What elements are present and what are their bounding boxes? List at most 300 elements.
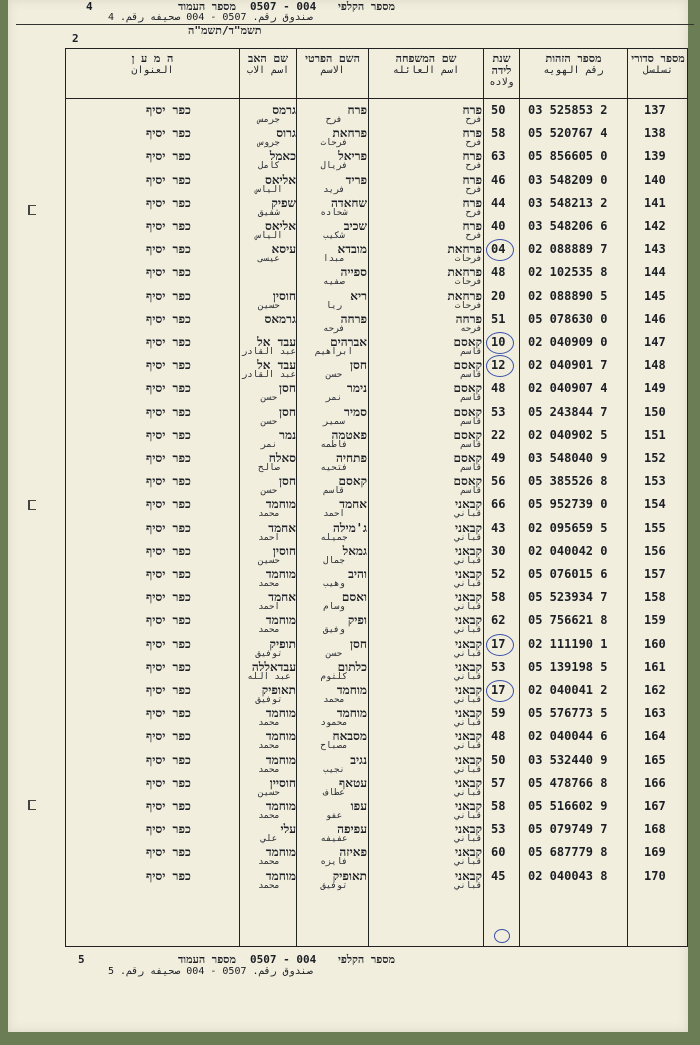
address-cell: כפר יסיף xyxy=(146,195,191,210)
family-name-arabic: قباني xyxy=(454,509,482,520)
serial-cell: 147 xyxy=(644,335,666,349)
birth-year-cell: 57 xyxy=(491,775,506,790)
family-name-arabic: قباني xyxy=(454,857,482,868)
id-cell: 05 079749 7 xyxy=(528,822,608,837)
table-row xyxy=(66,149,687,172)
table-row xyxy=(66,289,687,312)
private-name-arabic: شكيب xyxy=(323,231,345,241)
father-name-cell: עבד אל xyxy=(257,335,296,349)
address-cell: כפר יסיף xyxy=(146,683,191,697)
private-name-cell: עפו xyxy=(350,799,367,813)
father-name-cell: נמר xyxy=(279,427,296,442)
family-name-arabic: قباني xyxy=(454,579,482,589)
serial-cell: 146 xyxy=(644,311,666,326)
father-name-cell: תאופיק xyxy=(261,683,296,697)
private-name-cell: פריד xyxy=(345,172,367,187)
table-row xyxy=(66,497,687,520)
table-row xyxy=(66,219,687,242)
father-name-cell: גרמס xyxy=(272,103,296,117)
table-row xyxy=(66,845,687,868)
id-cell: 02 095659 5 xyxy=(528,520,608,535)
table-row xyxy=(66,567,687,590)
private-name-cell: מובדא xyxy=(337,242,367,257)
address-cell: כפר יסיף xyxy=(146,799,191,813)
birth-year-cell: 58 xyxy=(491,126,506,141)
private-name-cell: נגיב xyxy=(350,752,367,767)
table-row xyxy=(66,196,687,219)
birth-year-cell: 60 xyxy=(491,845,506,860)
binder-mark xyxy=(28,205,36,215)
father-name-cell: חסן xyxy=(279,404,296,419)
serial-cell: 149 xyxy=(644,381,666,396)
id-cell: 05 385526 8 xyxy=(528,474,608,489)
family-name-arabic: قباني xyxy=(454,880,482,891)
address-cell: כפר יסיף xyxy=(146,775,191,790)
family-name-cell: קבאני xyxy=(455,799,482,813)
father-name-arabic: الياس xyxy=(255,231,283,241)
serial-cell: 163 xyxy=(644,706,666,721)
father-name-arabic: علي xyxy=(260,834,278,845)
family-name-cell: פרחאת xyxy=(447,265,482,280)
address-cell: כפר יסיף xyxy=(146,451,191,465)
page-number: 2 xyxy=(72,32,79,45)
family-name-cell: קאסם xyxy=(453,358,482,373)
father-name-cell: מוחמד xyxy=(265,567,296,581)
private-name-arabic: عفو xyxy=(325,811,343,821)
table-row xyxy=(66,706,687,729)
id-cell: 02 040901 7 xyxy=(528,358,608,373)
birth-year-cell: 59 xyxy=(491,706,506,721)
serial-cell: 157 xyxy=(644,567,666,581)
private-name-arabic: حسن xyxy=(325,648,343,659)
family-name-arabic: فرح xyxy=(465,161,482,172)
birth-year-cell: 52 xyxy=(491,567,506,581)
bottom-box-code: 0507 - 004 xyxy=(250,953,317,966)
birth-year-cell: 53 xyxy=(491,404,506,419)
family-name-arabic: قباني xyxy=(454,602,482,613)
private-name-arabic: محمود xyxy=(320,718,348,729)
address-cell: כפר יסיף xyxy=(146,567,191,581)
col-birth-header: שנת לידה ولاده xyxy=(489,52,514,88)
family-name-arabic: قباني xyxy=(454,625,482,636)
private-name-cell: סמיר xyxy=(344,404,367,419)
private-name-cell: פרח xyxy=(347,103,367,117)
father-name-cell: עלי xyxy=(280,822,296,837)
private-name-arabic: مبدا xyxy=(323,254,345,265)
private-name-arabic: فرح xyxy=(325,115,343,125)
father-name-cell: גרמאס xyxy=(264,311,296,326)
father-name-cell: כאמל xyxy=(269,149,296,164)
family-name-arabic: قاسم xyxy=(460,486,482,497)
father-name-arabic: حسن xyxy=(260,486,278,497)
table-row xyxy=(66,103,687,126)
col-private-header: השם הפרטי الاسم xyxy=(305,52,360,76)
serial-cell: 158 xyxy=(644,590,666,605)
father-name-cell: מוחמד xyxy=(265,729,296,744)
serial-cell: 152 xyxy=(644,451,666,465)
family-name-cell: קאסם xyxy=(453,381,482,396)
birth-year-cell: 40 xyxy=(491,219,506,233)
id-cell: 05 520767 4 xyxy=(528,126,608,141)
address-cell: כפר יסיף xyxy=(146,381,191,396)
father-name-cell: מוחמד xyxy=(265,868,296,883)
id-cell: 05 576773 5 xyxy=(528,706,608,721)
top-box-code: 0507 - 004 xyxy=(250,0,317,13)
private-name-cell: פרחה xyxy=(340,311,367,326)
private-name-arabic: فايزه xyxy=(320,857,348,868)
family-name-arabic: قباني xyxy=(454,695,482,705)
private-name-cell: ריא xyxy=(350,288,367,303)
birth-year-cell: 30 xyxy=(491,543,506,558)
table-row xyxy=(66,613,687,636)
private-name-cell: שחאדה xyxy=(331,195,367,210)
address-cell: כפר יסיף xyxy=(146,729,191,744)
serial-cell: 138 xyxy=(644,126,666,141)
father-name-cell: אחמד xyxy=(268,520,296,535)
private-name-arabic: فتحيه xyxy=(320,463,348,473)
family-name-arabic: قاسم xyxy=(460,439,482,450)
top-page-number: 4 xyxy=(86,0,93,13)
address-cell: כפר יסיף xyxy=(146,520,191,535)
table-row xyxy=(66,335,687,358)
birth-year-cell: 20 xyxy=(491,288,506,303)
id-cell: 03 548213 2 xyxy=(528,195,608,210)
father-name-arabic: احمد xyxy=(258,532,280,543)
serial-cell: 148 xyxy=(644,358,666,373)
father-name-arabic: توفيق xyxy=(255,648,283,659)
private-name-arabic: كلثوم xyxy=(320,671,348,682)
birth-year-cell: 50 xyxy=(491,103,506,117)
binder-mark xyxy=(28,800,36,810)
private-name-arabic: عطاف xyxy=(323,787,345,798)
address-cell: כפר יסיף xyxy=(146,590,191,605)
family-name-cell: קאסם xyxy=(453,451,482,465)
birth-year-cell: 48 xyxy=(491,265,506,280)
address-cell: כפר יסיף xyxy=(146,497,191,512)
father-name-cell: עבדאללה xyxy=(251,659,296,674)
family-name-arabic: فرحات xyxy=(454,300,482,311)
birth-year-cell: 56 xyxy=(491,474,506,489)
serial-cell: 151 xyxy=(644,427,666,442)
table-row xyxy=(66,451,687,474)
private-name-cell: פריאל xyxy=(338,149,367,164)
id-cell: 05 523934 7 xyxy=(528,590,608,605)
table-row xyxy=(66,474,687,497)
address-cell: כפר יסיף xyxy=(146,149,191,164)
father-name-arabic: عيسى xyxy=(258,254,280,265)
id-cell: 03 548040 9 xyxy=(528,451,608,465)
birth-year-cell: 58 xyxy=(491,799,506,813)
private-name-arabic: فريد xyxy=(323,184,345,195)
birth-year-circle-mark xyxy=(486,239,514,261)
father-name-cell: חוסין xyxy=(272,288,296,303)
father-name-arabic: حسن xyxy=(260,393,278,404)
private-name-cell: כלתום xyxy=(337,659,367,674)
family-name-cell: קאסם xyxy=(453,427,482,442)
birth-year-circle-mark xyxy=(486,332,514,354)
table-row xyxy=(66,799,687,822)
father-name-cell: מוחמד xyxy=(265,752,296,767)
family-name-cell: פרחה xyxy=(455,311,482,326)
serial-cell: 141 xyxy=(644,195,666,210)
family-name-cell: קבאני xyxy=(455,822,482,837)
father-name-arabic: عبد القادر xyxy=(241,347,296,357)
family-name-arabic: قباني xyxy=(454,532,482,543)
id-cell: 03 548209 0 xyxy=(528,172,608,187)
family-name-arabic: قباني xyxy=(454,671,482,682)
father-name-cell: עבד אל xyxy=(257,358,296,373)
blank-circle-mark xyxy=(494,929,510,943)
address-cell: כפר יסיף xyxy=(146,543,191,558)
top-arabic-line: صندوق رقم. 0507 - 004 صحيفه رقم. 4 xyxy=(108,12,313,23)
father-name-cell: מוחמד xyxy=(265,613,296,628)
family-name-arabic: قباني xyxy=(454,718,482,729)
father-name-arabic: الياس xyxy=(255,184,283,195)
private-name-arabic: نجيب xyxy=(323,764,345,775)
private-name-cell: מסבאח xyxy=(332,729,367,744)
family-name-cell: קבאני xyxy=(455,683,482,697)
voter-table xyxy=(65,48,688,947)
family-name-arabic: قاسم xyxy=(460,393,482,404)
birth-year-circle-mark xyxy=(486,634,514,656)
address-cell: כפר יסיף xyxy=(146,288,191,303)
table-row xyxy=(66,173,687,196)
private-name-arabic: فاطمه xyxy=(320,439,348,450)
father-name-arabic: احمد xyxy=(258,602,280,613)
birth-year-cell: 63 xyxy=(491,149,506,164)
serial-cell: 150 xyxy=(644,404,666,419)
id-cell: 02 040044 6 xyxy=(528,729,608,744)
private-name-arabic: وسام xyxy=(323,602,345,613)
id-cell: 03 532440 9 xyxy=(528,752,608,767)
serial-cell: 170 xyxy=(644,868,666,883)
private-name-cell: עטאף xyxy=(339,775,367,790)
family-name-cell: קבאני xyxy=(455,567,482,581)
father-name-cell: סאלח xyxy=(268,451,296,465)
serial-cell: 162 xyxy=(644,683,666,697)
address-cell: כפר יסיף xyxy=(146,752,191,767)
id-cell: 02 102535 8 xyxy=(528,265,608,280)
family-name-arabic: فرحات xyxy=(454,254,482,265)
serial-cell: 142 xyxy=(644,219,666,233)
father-name-arabic: عبد الله xyxy=(247,671,291,682)
private-name-arabic: ابراهيم xyxy=(315,347,353,357)
table-row xyxy=(66,521,687,544)
father-name-arabic: حسين xyxy=(258,787,280,798)
family-name-cell: קבאני xyxy=(455,752,482,767)
serial-cell: 160 xyxy=(644,636,666,651)
family-name-cell: קבאני xyxy=(455,497,482,512)
private-name-arabic: مصباح xyxy=(320,741,348,752)
father-name-arabic: محمد xyxy=(258,741,280,752)
father-name-arabic: كامل xyxy=(258,161,280,172)
father-name-arabic: محمد xyxy=(258,857,280,868)
serial-cell: 139 xyxy=(644,149,666,164)
family-name-cell: פרח xyxy=(462,172,482,187)
private-name-cell: חסן xyxy=(350,358,367,373)
private-name-arabic: جميله xyxy=(320,532,348,543)
family-name-cell: קאסם xyxy=(453,404,482,419)
family-name-cell: קבאני xyxy=(455,520,482,535)
serial-cell: 166 xyxy=(644,775,666,790)
family-name-cell: פרח xyxy=(462,103,482,117)
table-row xyxy=(66,428,687,451)
family-name-arabic: فرح xyxy=(465,115,482,125)
family-name-arabic: فرح xyxy=(465,184,482,195)
id-cell: 05 756621 8 xyxy=(528,613,608,628)
id-cell: 05 139198 5 xyxy=(528,659,608,674)
family-name-arabic: قباني xyxy=(454,787,482,798)
birth-year-cell: 10 xyxy=(491,335,506,349)
col-id-header: מספר הזהות رقم الهويه xyxy=(543,52,604,76)
table-row xyxy=(66,637,687,660)
father-name-cell: מוחמד xyxy=(265,799,296,813)
private-name-arabic: نمر xyxy=(325,393,343,404)
father-name-arabic: محمد xyxy=(258,625,280,636)
father-name-arabic: جروس xyxy=(258,138,280,149)
ledger-page xyxy=(8,0,688,1032)
family-name-cell: פרחאת xyxy=(447,242,482,257)
family-name-arabic: قاسم xyxy=(460,347,482,357)
serial-cell: 161 xyxy=(644,659,666,674)
family-name-arabic: قباني xyxy=(454,648,482,659)
address-cell: כפר יסיף xyxy=(146,659,191,674)
birth-year-cell: 50 xyxy=(491,752,506,767)
address-cell: כפר יסיף xyxy=(146,613,191,628)
family-name-arabic: فرحه xyxy=(460,323,482,334)
family-name-arabic: فرحات xyxy=(454,277,482,288)
id-cell: 05 076015 6 xyxy=(528,567,608,581)
father-name-cell: שפיק xyxy=(271,195,296,210)
address-cell: כפר יסיף xyxy=(146,219,191,233)
birth-year-circle-mark xyxy=(486,355,514,377)
private-name-arabic: محمد xyxy=(323,695,345,705)
table-row xyxy=(66,312,687,335)
private-name-arabic: توفيق xyxy=(320,880,348,891)
table-row xyxy=(66,822,687,845)
address-cell: כפר יסיף xyxy=(146,868,191,883)
serial-cell: 153 xyxy=(644,474,666,489)
table-row xyxy=(66,590,687,613)
col-serial-header: מספר סדורי تسلسل xyxy=(631,52,685,76)
id-cell: 02 040909 0 xyxy=(528,335,608,349)
family-name-cell: קבאני xyxy=(455,775,482,790)
private-name-arabic: شحاده xyxy=(320,207,348,218)
top-rule xyxy=(16,24,694,25)
birth-year-cell: 66 xyxy=(491,497,506,512)
serial-cell: 168 xyxy=(644,822,666,837)
private-name-cell: מוחמד xyxy=(336,706,367,721)
id-cell: 02 040043 8 xyxy=(528,868,608,883)
family-name-cell: קבאני xyxy=(455,590,482,605)
serial-cell: 164 xyxy=(644,729,666,744)
father-name-cell: אחמד xyxy=(268,590,296,605)
private-name-arabic: احمد xyxy=(323,509,345,520)
father-name-arabic: عبد القادر xyxy=(241,370,296,381)
private-name-arabic: سمير xyxy=(323,416,345,427)
serial-cell: 156 xyxy=(644,543,666,558)
table-row xyxy=(66,683,687,706)
father-name-cell: מוחמד xyxy=(265,497,296,512)
private-name-cell: עפיפה xyxy=(337,822,367,837)
private-name-cell: ספייה xyxy=(340,265,367,280)
private-name-cell: חסן xyxy=(350,636,367,651)
address-cell: כפר יסיף xyxy=(146,103,191,117)
header-rule xyxy=(66,98,687,99)
family-name-cell: קבאני xyxy=(455,613,482,628)
father-name-cell: חסן xyxy=(279,381,296,396)
family-name-arabic: قباني xyxy=(454,811,482,821)
address-cell: כפר יסיף xyxy=(146,427,191,442)
address-cell: כפר יסיף xyxy=(146,172,191,187)
id-cell: 02 088890 5 xyxy=(528,288,608,303)
id-cell: 02 040907 4 xyxy=(528,381,608,396)
binder-mark xyxy=(28,500,36,510)
table-row xyxy=(66,544,687,567)
private-name-cell: אברהים xyxy=(330,335,367,349)
birth-year-cell: 43 xyxy=(491,520,506,535)
private-name-cell: פאטמה xyxy=(331,427,367,442)
id-cell: 05 856605 0 xyxy=(528,149,608,164)
family-name-cell: קבאני xyxy=(455,729,482,744)
table-row xyxy=(66,660,687,683)
father-name-arabic: شفيق xyxy=(258,207,280,218)
id-cell: 05 078630 0 xyxy=(528,311,608,326)
col-father-header: שם האב اسم الاب xyxy=(246,52,290,76)
father-name-cell: חסן xyxy=(279,474,296,489)
father-name-arabic: جرمس xyxy=(258,115,280,125)
id-cell: 02 040902 5 xyxy=(528,427,608,442)
birth-year-cell: 17 xyxy=(491,683,506,697)
family-name-cell: קבאני xyxy=(455,706,482,721)
family-name-cell: פרח xyxy=(462,149,482,164)
address-cell: כפר יסיף xyxy=(146,636,191,651)
birth-year-cell: 49 xyxy=(491,451,506,465)
private-name-cell: פרחאת xyxy=(332,126,367,141)
birth-year-cell: 17 xyxy=(491,636,506,651)
table-row xyxy=(66,242,687,265)
bottom-box-label: מספר הקלפי xyxy=(338,953,396,966)
private-name-arabic: فرحات xyxy=(320,138,348,149)
family-name-arabic: قاسم xyxy=(460,463,482,473)
id-cell: 02 040041 2 xyxy=(528,683,608,697)
birth-year-cell: 62 xyxy=(491,613,506,628)
birth-year-cell: 58 xyxy=(491,590,506,605)
year-label: תשמ"ד/תשמ"ה xyxy=(188,24,262,37)
serial-cell: 169 xyxy=(644,845,666,860)
id-cell: 02 111190 1 xyxy=(528,636,608,651)
serial-cell: 154 xyxy=(644,497,666,512)
address-cell: כפר יסיף xyxy=(146,265,191,280)
private-name-cell: ופיק xyxy=(347,613,367,628)
family-name-arabic: فرح xyxy=(465,231,482,241)
private-name-cell: ג'מילה xyxy=(333,520,367,535)
birth-year-cell: 04 xyxy=(491,242,506,257)
col-family-header: שם המשפחה اسم العائله xyxy=(392,52,460,76)
father-name-arabic: محمد xyxy=(258,811,280,821)
private-name-cell: מוחמד xyxy=(336,683,367,697)
id-cell: 03 525853 2 xyxy=(528,103,608,117)
serial-cell: 140 xyxy=(644,172,666,187)
address-cell: כפר יסיף xyxy=(146,126,191,141)
family-name-cell: פרח xyxy=(462,195,482,210)
private-name-cell: קאסם xyxy=(338,474,367,489)
birth-year-cell: 48 xyxy=(491,381,506,396)
birth-year-cell: 22 xyxy=(491,427,506,442)
private-name-cell: פתחיה xyxy=(336,451,367,465)
family-name-cell: קבאני xyxy=(455,868,482,883)
bottom-arabic-line: صندوق رقم. 0507 - 004 صحيفه رقم. 5 xyxy=(108,966,313,977)
